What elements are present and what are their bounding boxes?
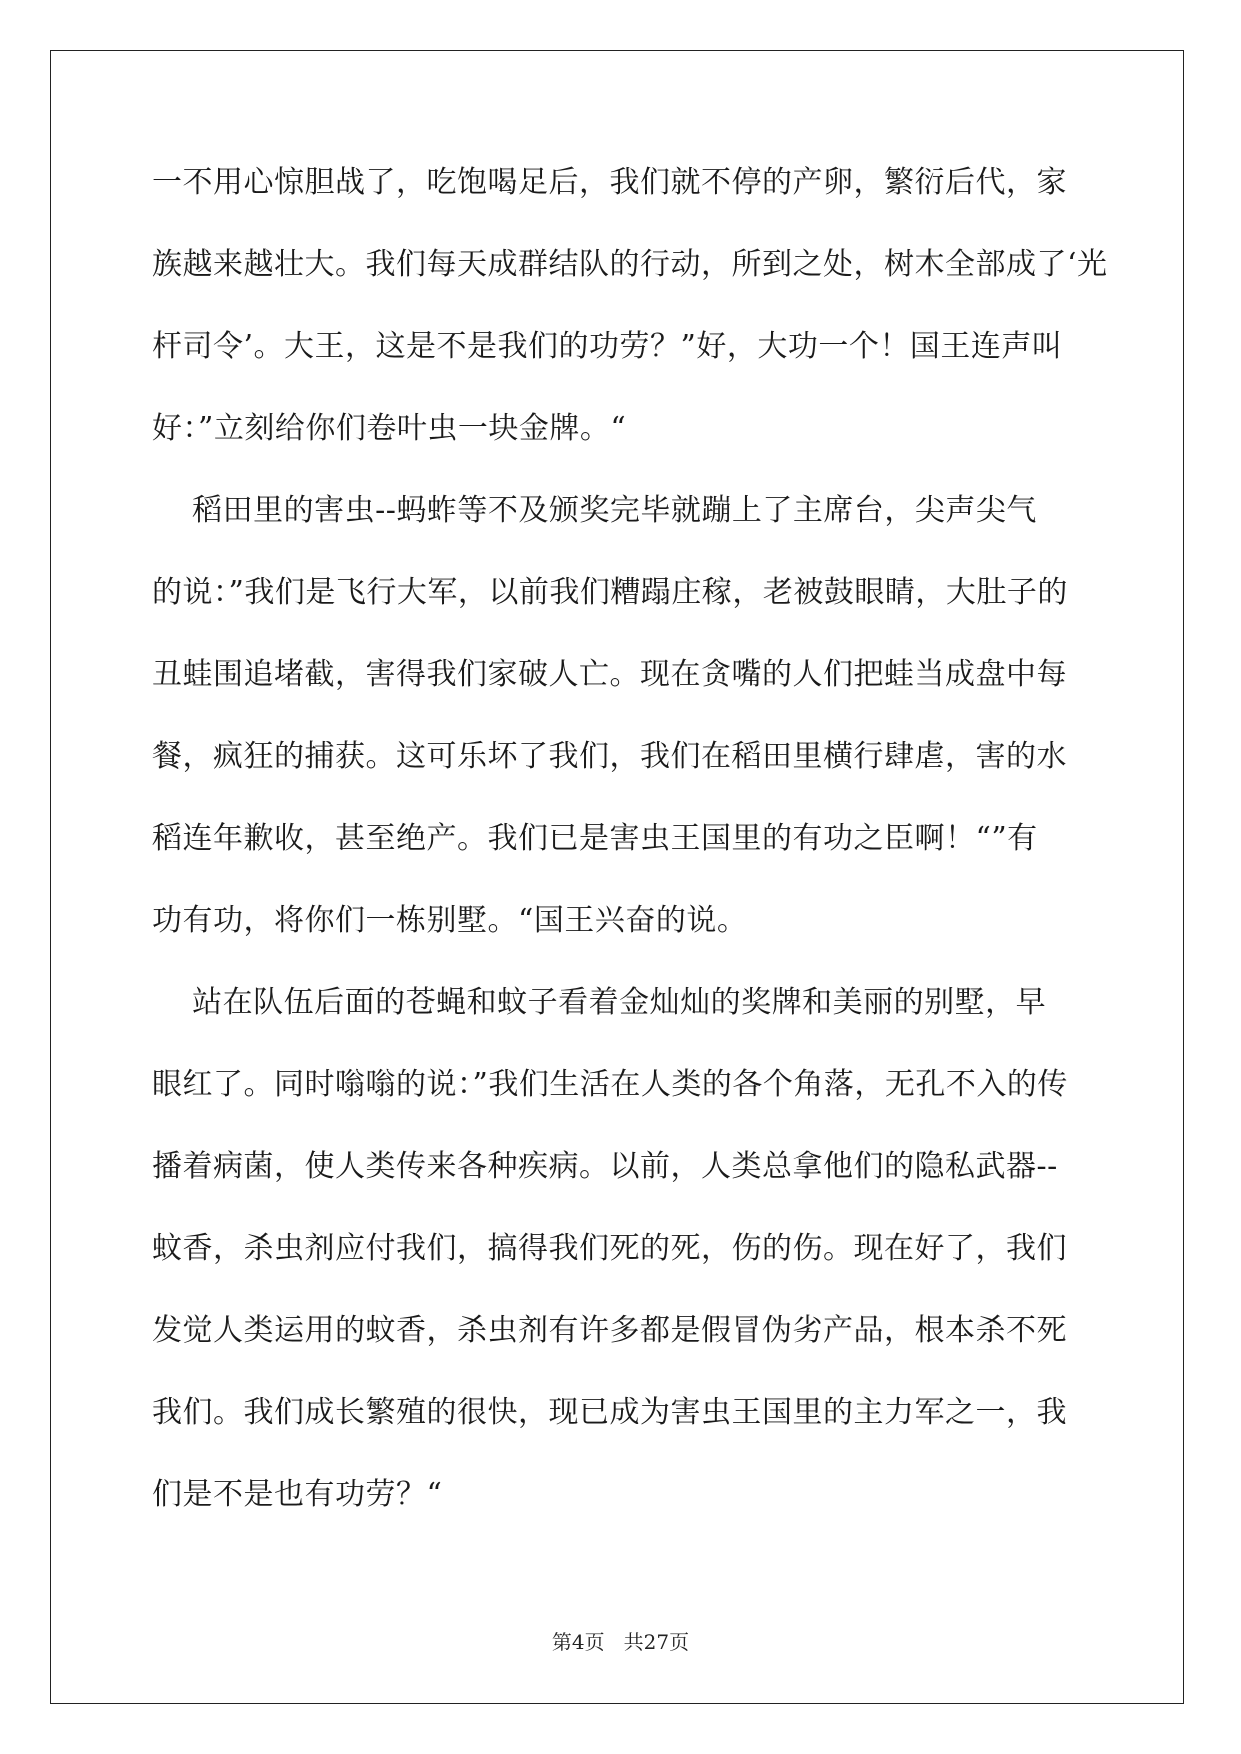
document-body — [152, 160, 1108, 1554]
page-number-footer: 第4页 共27页 — [551, 1630, 690, 1654]
text-line: 站在队伍后面的苍蝇和蚊子看着金灿灿的奖牌和美丽的别墅，早 — [152, 985, 1047, 1020]
text-line: 们是不是也有功劳？“ — [152, 1477, 443, 1512]
text-line: 功有功，将你们一栋别墅。“国王兴奋的说。 — [152, 903, 748, 938]
text-line: 蚊香，杀虫剂应付我们，搞得我们死的死，伤的伤。现在好了，我们 — [152, 1231, 1067, 1266]
text-line: 的说：”我们是飞行大军，以前我们糟蹋庄稼，老被鼓眼睛，大肚子的 — [152, 575, 1068, 610]
text-line: 播着病菌，使人类传来各种疾病。以前，人类总拿他们的隐私武器-- — [152, 1149, 1058, 1184]
text-line: 族越来越壮大。我们每天成群结队的行动，所到之处，树木全部成了‘光 — [152, 247, 1108, 282]
text-line: 我们。我们成长繁殖的很快，现已成为害虫王国里的主力军之一，我 — [152, 1395, 1067, 1430]
text-line: 丑蛙围追堵截，害得我们家破人亡。现在贪嘴的人们把蛙当成盘中每 — [152, 657, 1067, 692]
text-line: 眼红了。同时嗡嗡的说：”我们生活在人类的各个角落，无孔不入的传 — [152, 1067, 1068, 1102]
text-line: 发觉人类运用的蚊香，杀虫剂有许多都是假冒伪劣产品，根本杀不死 — [152, 1313, 1067, 1348]
text-line: 餐，疯狂的捕获。这可乐坏了我们，我们在稻田里横行肆虐，害的水 — [152, 739, 1067, 774]
text-line: 稻连年歉收，甚至绝产。我们已是害虫王国里的有功之臣啊！“”有 — [152, 821, 1038, 856]
text-line: 好：”立刻给你们卷叶虫一块金牌。“ — [152, 411, 627, 446]
text-line: 一不用心惊胆战了，吃饱喝足后，我们就不停的产卵，繁衍后代，家 — [152, 165, 1067, 200]
text-line: 稻田里的害虫--蚂蚱等不及颁奖完毕就蹦上了主席台，尖声尖气 — [152, 493, 1037, 528]
text-line: 杆司令’。大王，这是不是我们的功劳？”好，大功一个！国王连声叫 — [152, 329, 1063, 364]
